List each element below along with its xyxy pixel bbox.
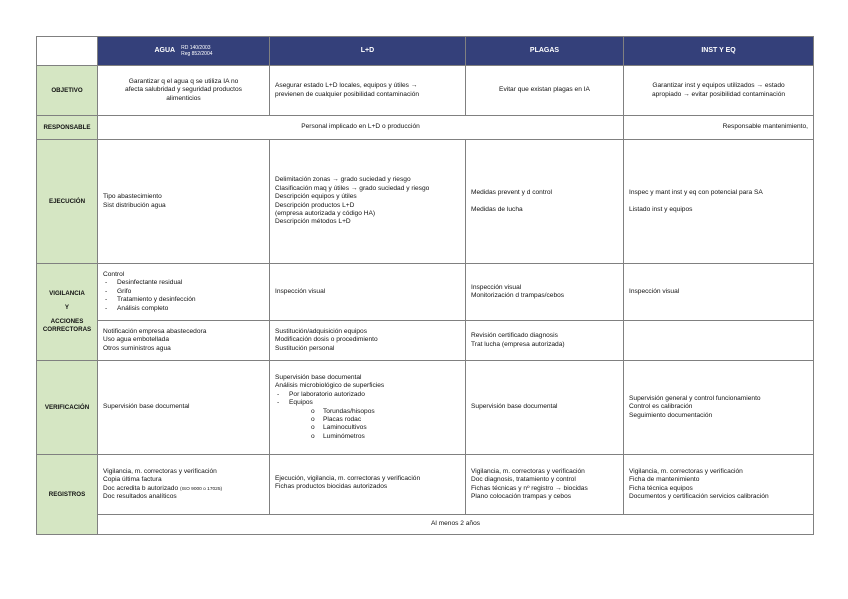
verificacion-row: [37, 361, 814, 455]
acciones-inst: [624, 321, 814, 361]
ejecucion-ld: Delimitación zonas → grado suciedad y riesgo Clasificación maq y útiles → grado suciedad y riesgo Descripción equipos y útiles Descripción productos L+D (empresa autorizada y código HA) Descripción métodos L+D: [270, 140, 466, 264]
row-label-vigilancia: VIGILANCIA Y ACCIONES CORRECTORAS: [37, 264, 98, 361]
vigilancia-plagas: Inspección visual Monitorización d trampas/cebos: [466, 264, 624, 321]
retention-period: Al menos 2 años: [98, 515, 814, 535]
verificacion-plagas: Supervisión base documental: [466, 361, 624, 455]
verificacion-agua: Supervisión base documental: [98, 361, 270, 455]
row-label-objetivo: OBJETIVO: [37, 66, 98, 116]
registros-agua: Vigilancia, m. correctoras y verificación Copia última factura Doc acredita b autorizado (ISO 9000 o 17025) Doc resultados analíticos: [98, 455, 270, 515]
objetivo-agua: Garantizar q el agua q se utiliza IA no afecta salubridad y seguridad productos alimenticios: [98, 66, 270, 116]
registros-plagas: Vigilancia, m. correctoras y verificación Doc diagnosis, tratamiento y control Fichas técnicas y nº registro → biocidas Plano colocación trampas y cebos: [466, 455, 624, 515]
verificacion-ld: Supervisión base documental Análisis microbiológico de superficies - Por laboratorio autorizado - Equipos o Torundas/hisopos o Placas rodac o Laminocultivos o Luminómetros: [270, 361, 466, 455]
responsable-row: [37, 116, 814, 140]
responsable-main: Personal implicado en L+D o producción: [98, 116, 624, 140]
objetivo-plagas: Evitar que existan plagas en IA: [466, 66, 624, 116]
agua-title: AGUA: [154, 46, 176, 54]
acciones-row: [37, 321, 814, 361]
appcc-summary-table: [36, 36, 814, 535]
verificacion-inst: Supervisión general y control funcionamiento Control es calibración Seguimiento documentación: [624, 361, 814, 455]
vigilancia-agua: Control - Desinfectante residual - Grifo - Tratamiento y desinfección - Análisis completo: [98, 264, 270, 321]
header-row: [37, 37, 814, 66]
objetivo-row: [37, 66, 814, 116]
acciones-agua: Notificación empresa abastecedora Uso agua embotellada Otros suministros agua: [98, 321, 270, 361]
iso-note: (ISO 9000 o 17025): [179, 486, 223, 492]
row-label-verificacion: VERIFICACIÓN: [37, 361, 98, 455]
col-header-agua: [98, 37, 270, 66]
objetivo-inst: Garantizar inst y equipos utilizados → estado apropiado → evitar posibilidad contaminación: [624, 66, 814, 116]
objetivo-ld: Asegurar estado L+D locales, equipos y útiles → previenen de cualquier posibilidad contaminación: [270, 66, 466, 116]
agua-regulation: RD 140/2003 Reg 852/2004: [181, 45, 213, 57]
col-header-inst: INST Y EQ: [624, 37, 814, 66]
vigilancia-row: [37, 264, 814, 321]
responsable-inst: Responsable mantenimiento,: [624, 116, 814, 140]
registros-inst: Vigilancia, m. correctoras y verificación Ficha de mantenimiento Ficha técnica equipos Documentos y certificación servicios calibración: [624, 455, 814, 515]
row-label-registros: REGISTROS: [37, 455, 98, 535]
acciones-plagas: Revisión certificado diagnosis Trat lucha (empresa autorizada): [466, 321, 624, 361]
footer-row: [37, 515, 814, 535]
row-label-ejecucion: EJECUCIÓN: [37, 140, 98, 264]
ejecucion-row: [37, 140, 814, 264]
col-header-ld: L+D: [270, 37, 466, 66]
registros-row: [37, 455, 814, 515]
acciones-ld: Sustitución/adquisición equipos Modificación dosis o procedimiento Sustitución personal: [270, 321, 466, 361]
ejecucion-inst: Inspec y mant inst y eq con potencial para SA Listado inst y equipos: [624, 140, 814, 264]
vigilancia-inst: Inspección visual: [624, 264, 814, 321]
col-header-plagas: PLAGAS: [466, 37, 624, 66]
header-corner-cell: [37, 37, 98, 66]
ejecucion-plagas: Medidas prevent y d control Medidas de lucha: [466, 140, 624, 264]
registros-ld: Ejecución, vigilancia, m. correctoras y verificación Fichas productos biocidas autorizados: [270, 455, 466, 515]
row-label-responsable: RESPONSABLE: [37, 116, 98, 140]
ejecucion-agua: Tipo abastecimiento Sist distribución agua: [98, 140, 270, 264]
vigilancia-ld: Inspección visual: [270, 264, 466, 321]
